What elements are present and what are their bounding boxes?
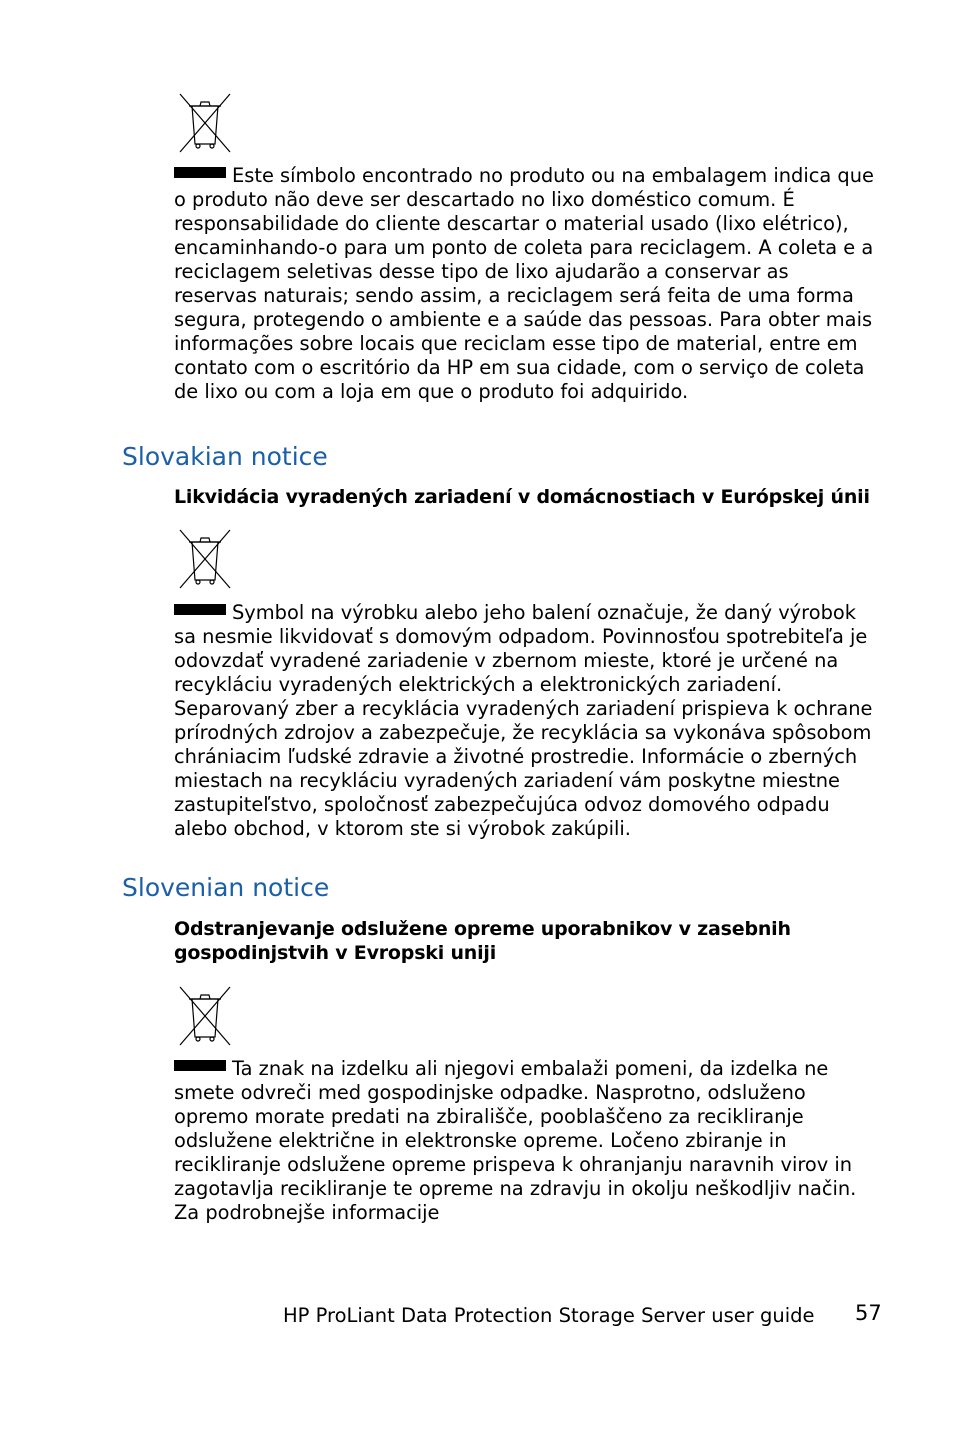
weee-bar — [174, 1060, 226, 1071]
page-number: 57 — [855, 1301, 882, 1325]
footer-title: HP ProLiant Data Protection Storage Server user guide — [283, 1304, 815, 1327]
slovenian-body-text: Ta znak na izdelku ali njegovi embalaži pomeni, da izdelka ne smete odvreči med gospodinjske odpadke. Nasprotno, odsluženo opremo morate predati na zbirališče, pooblaščeno za recikliranje odslužene električne in elektronske opreme. Ločeno zbiranje in recikliranje odslužene opreme prispeva k ohranjanju naravnih virov in zagotavlja recikliranje te opreme na zdravju in okolju neškodljiv način. Za podrobnejše informacije — [174, 1057, 857, 1224]
slovenian-subheading: Odstranjevanje odslužene opreme uporabnikov v zasebnih gospodinjstvih v Evropski uniji — [174, 918, 791, 964]
weee-bin-icon — [176, 985, 234, 1047]
slovakian-subheading: Likvidácia vyradených zariadení v domácnostiach v Európskej únii — [174, 486, 870, 508]
weee-bin-icon — [176, 92, 234, 154]
portuguese-body-text: Este símbolo encontrado no produto ou na embalagem indica que o produto não deve ser descartado no lixo doméstico comum. É responsabilidade do cliente descartar o material usado (lixo elétrico), encaminhando-o para um ponto de coleta para reciclagem. A coleta e a reciclagem seletivas desse tipo de lixo ajudarão a conservar as reservas naturais; sendo assim, a reciclagem será feita de uma forma segura, protegendo o ambiente e a saúde das pessoas. Para obter mais informações sobre locais que reciclam esse tipo de material, entre em contato com o escritório da HP em sua cidade, com o serviço de coleta de lixo ou com a loja em que o produto foi adquirido. — [174, 164, 874, 403]
slovenian-heading: Slovenian notice — [122, 873, 330, 902]
slovakian-heading: Slovakian notice — [122, 442, 328, 471]
portuguese-notice-body — [174, 164, 874, 404]
slovakian-body-text: Symbol na výrobku alebo jeho balení označuje, že daný výrobok sa nesmie likvidovať s domovým odpadom. Povinnosťou spotrebiteľa je odovzdať vyradené zariadenie v zbernom mieste, ktoré je určené na recykláciu vyradených elektrických a elektronických zariadení. Separovaný zber a recyklácia vyradených zariadení prispieva k ochrane prírodných zdrojov a zabezpečuje, že recyklácia sa vykonáva spôsobom chrániacim ľudské zdravie a životné prostredie. Informácie o zberných miestach na recykláciu vyradených zariadení vám poskytne miestne zastupiteľstvo, spoločnosť zabezpečujúca odvoz domového odpadu alebo obchod, v ktorom ste si výrobok zakúpili. — [174, 601, 873, 840]
slovakian-notice-body — [174, 601, 874, 841]
weee-bin-icon — [176, 528, 234, 590]
weee-bar — [174, 167, 226, 178]
weee-bar — [174, 604, 226, 615]
slovenian-notice-body — [174, 1057, 874, 1225]
